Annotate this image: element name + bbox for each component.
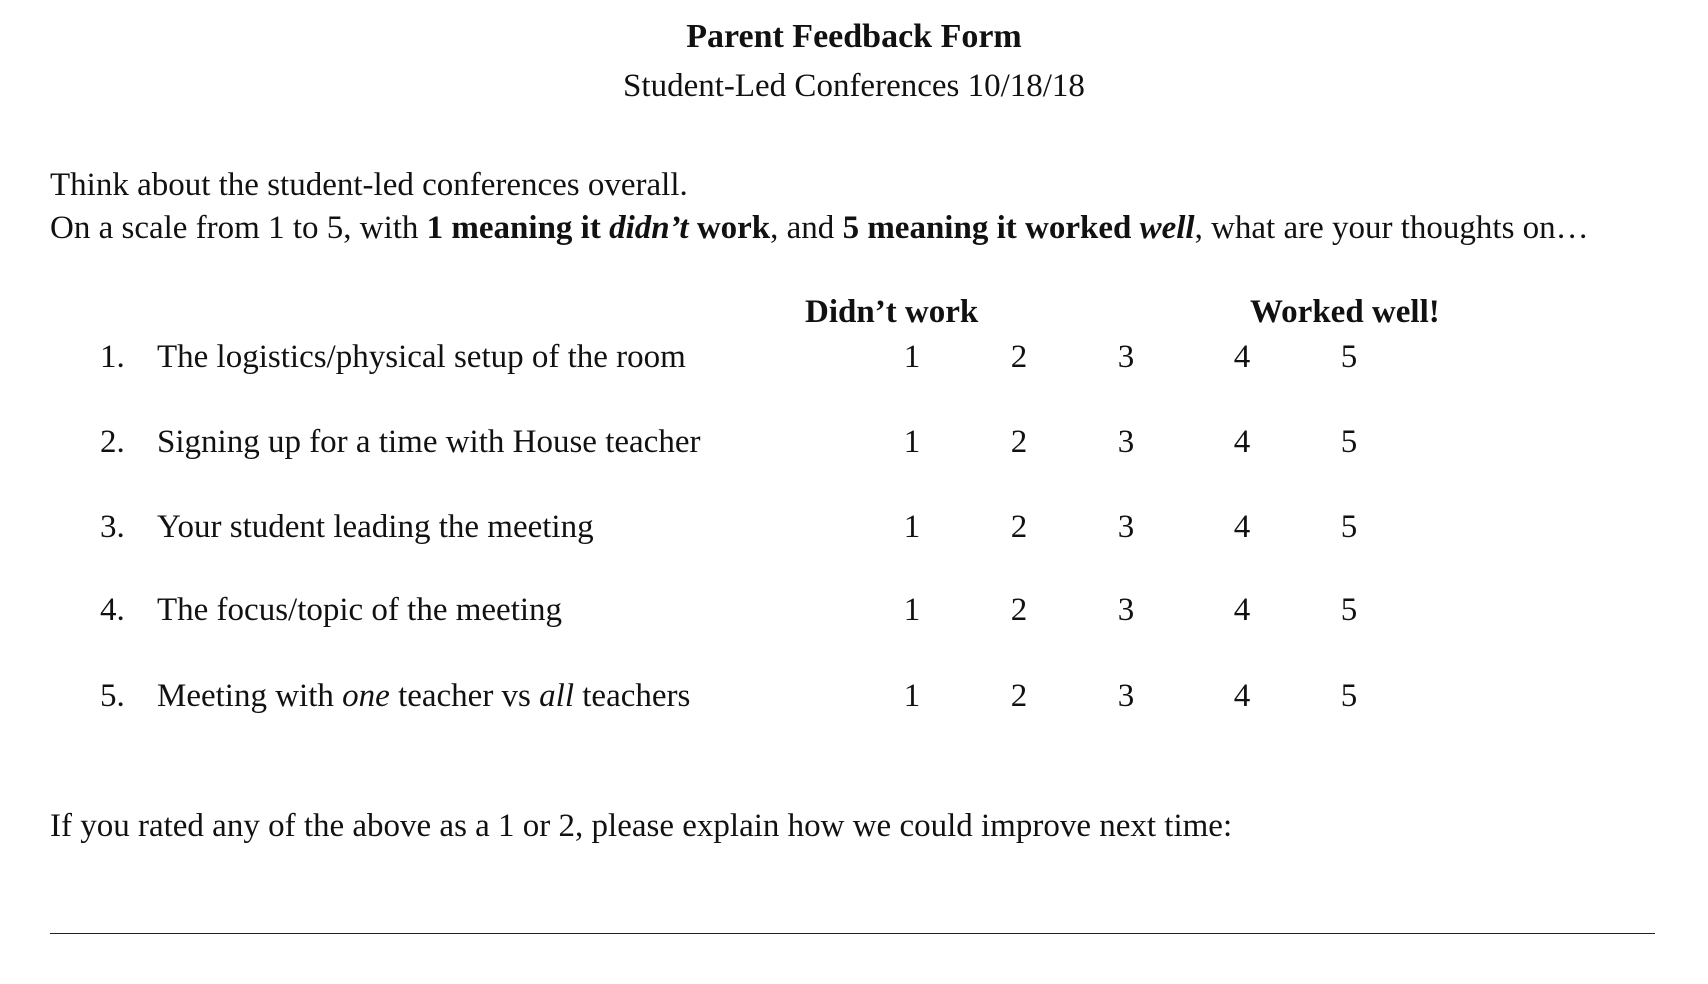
question-row xyxy=(0,424,1708,468)
question-row xyxy=(0,678,1708,722)
rating-option-2[interactable]: 2 xyxy=(1010,339,1028,375)
instructions-text: , and xyxy=(770,210,843,246)
instructions-bold: 1 meaning it xyxy=(426,210,610,246)
rating-option-1[interactable]: 1 xyxy=(903,509,921,545)
rating-option-3[interactable]: 3 xyxy=(1117,424,1135,460)
rating-option-4[interactable]: 4 xyxy=(1233,678,1251,714)
form-title: Parent Feedback Form xyxy=(686,18,1022,55)
scale-low-label: Didn’t work xyxy=(805,294,979,330)
form-subtitle: Student-Led Conferences 10/18/18 xyxy=(623,68,1085,104)
instructions-bold: work xyxy=(688,210,771,246)
rating-option-5[interactable]: 5 xyxy=(1340,339,1358,375)
rating-option-3[interactable]: 3 xyxy=(1117,678,1135,714)
instructions-bold-italic: didn’t xyxy=(609,210,689,246)
rating-option-5[interactable]: 5 xyxy=(1340,509,1358,545)
rating-option-4[interactable]: 4 xyxy=(1233,339,1251,375)
instructions-bold-italic: well xyxy=(1139,210,1195,246)
rating-option-1[interactable]: 1 xyxy=(903,424,921,460)
rating-option-2[interactable]: 2 xyxy=(1010,424,1028,460)
scale-high-label: Worked well! xyxy=(1250,294,1440,330)
question-number: 5. xyxy=(100,678,125,714)
question-text-part: Meeting with xyxy=(157,678,343,714)
question-text: Signing up for a time with House teacher xyxy=(157,424,701,460)
question-text-part: teacher vs xyxy=(389,678,540,714)
rating-option-5[interactable]: 5 xyxy=(1340,424,1358,460)
rating-option-3[interactable]: 3 xyxy=(1117,339,1135,375)
question-number: 1. xyxy=(100,339,125,375)
rating-option-2[interactable]: 2 xyxy=(1010,678,1028,714)
question-text: The focus/topic of the meeting xyxy=(157,592,563,628)
question-text-emphasis: all xyxy=(539,678,574,714)
rating-option-3[interactable]: 3 xyxy=(1117,592,1135,628)
instructions-line-1: Think about the student-led conferences overall. xyxy=(50,167,688,203)
rating-option-4[interactable]: 4 xyxy=(1233,509,1251,545)
rating-option-1[interactable]: 1 xyxy=(903,339,921,375)
question-text: Your student leading the meeting xyxy=(157,509,594,545)
rating-option-2[interactable]: 2 xyxy=(1010,592,1028,628)
answer-line[interactable] xyxy=(50,933,1655,934)
question-number: 2. xyxy=(100,424,125,460)
instructions-bold: 5 meaning it worked xyxy=(842,210,1140,246)
rating-option-4[interactable]: 4 xyxy=(1233,592,1251,628)
question-row xyxy=(0,339,1708,383)
rating-option-5[interactable]: 5 xyxy=(1340,592,1358,628)
instructions-line-2 xyxy=(50,207,1650,250)
rating-option-3[interactable]: 3 xyxy=(1117,509,1135,545)
question-row xyxy=(0,592,1708,636)
rating-option-2[interactable]: 2 xyxy=(1010,509,1028,545)
question-text-part: teachers xyxy=(574,678,691,714)
instructions xyxy=(50,164,1650,250)
rating-option-5[interactable]: 5 xyxy=(1340,678,1358,714)
question-number: 4. xyxy=(100,592,125,628)
rating-option-4[interactable]: 4 xyxy=(1233,424,1251,460)
question-text xyxy=(157,678,690,715)
question-number: 3. xyxy=(100,509,125,545)
instructions-text: , what are your thoughts on… xyxy=(1194,210,1589,246)
question-text: The logistics/physical setup of the room xyxy=(157,339,686,375)
question-text-emphasis: one xyxy=(342,678,390,714)
instructions-text: On a scale from 1 to 5, with xyxy=(50,210,427,246)
question-row xyxy=(0,509,1708,553)
rating-option-1[interactable]: 1 xyxy=(903,678,921,714)
followup-prompt: If you rated any of the above as a 1 or 2, please explain how we could improve next time: xyxy=(50,808,1233,844)
rating-option-1[interactable]: 1 xyxy=(903,592,921,628)
